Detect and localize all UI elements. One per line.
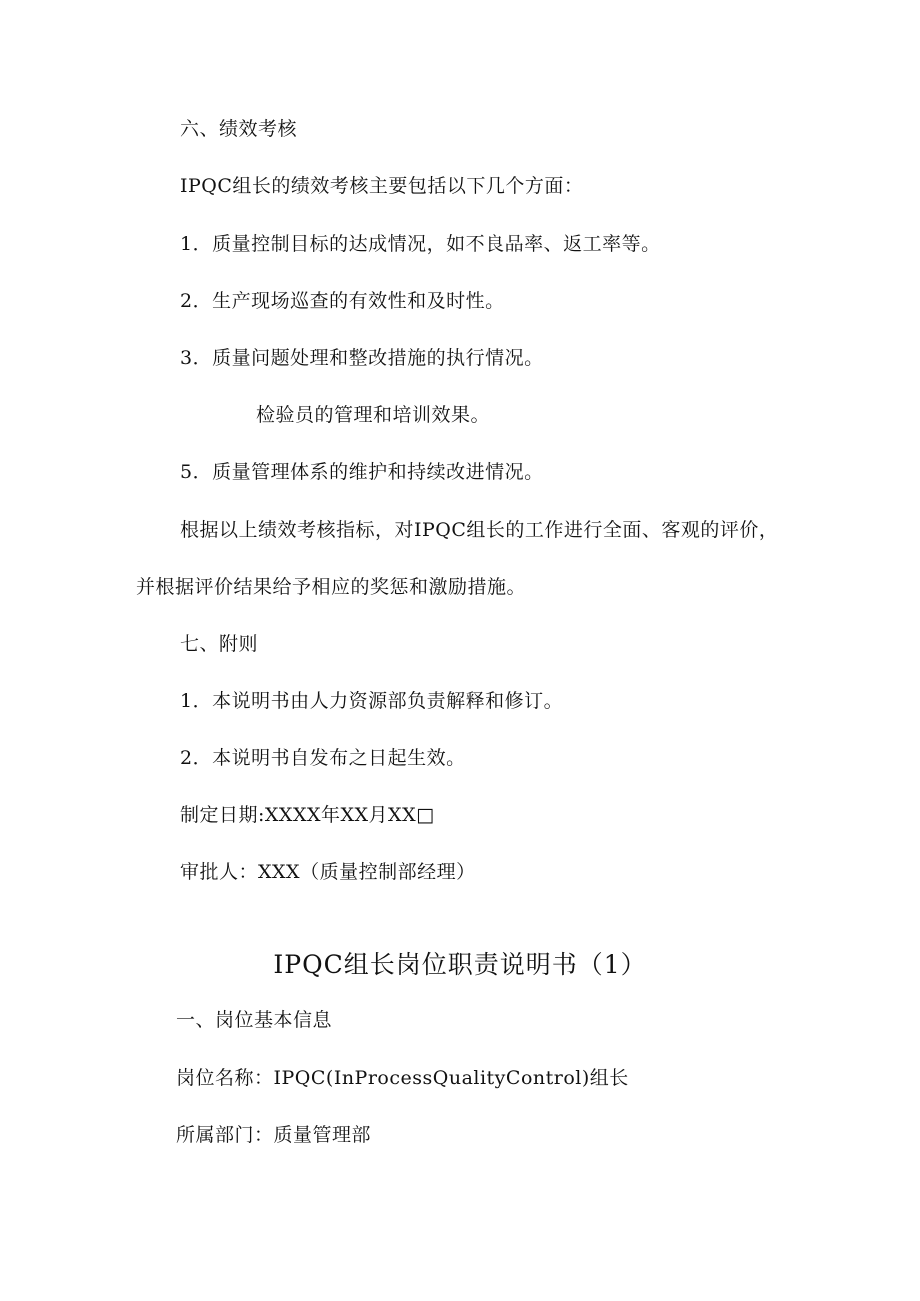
section7-item-2: 2．本说明书自发布之日起生效。 <box>180 747 466 769</box>
section7-heading: 七、附则 <box>180 633 259 655</box>
section6-intro: IPQC组长的绩效考核主要包括以下几个方面： <box>180 175 584 197</box>
doc2-section1-heading: 一、岗位基本信息 <box>176 1009 333 1031</box>
document-title: IPQC组长岗位职责说明书（1） <box>273 950 647 979</box>
section7-approver: 审批人：XXX（质量控制部经理） <box>180 861 476 883</box>
section6-item-5: 5．质量管理体系的维护和持续改进情况。 <box>180 461 544 483</box>
section7-item-1: 1．本说明书由人力资源部负责解释和修订。 <box>180 690 564 712</box>
section6-conclusion-line2: 并根据评价结果给予相应的奖惩和激励措施。 <box>136 576 527 598</box>
section6-item-2: 2．生产现场巡查的有效性和及时性。 <box>180 290 505 312</box>
section6-conclusion-line1: 根据以上绩效考核指标，对IPQC组长的工作进行全面、客观的评价， <box>180 519 779 541</box>
doc2-department: 所属部门：质量管理部 <box>176 1124 372 1146</box>
section6-heading: 六、绩效考核 <box>180 118 298 140</box>
section6-item-3: 3．质量问题处理和整改措施的执行情况。 <box>180 347 544 369</box>
doc2-position-name: 岗位名称：IPQC(InProcessQualityControl)组长 <box>176 1067 629 1089</box>
section6-item-4: 检验员的管理和培训效果。 <box>256 404 491 426</box>
section6-item-1: 1．质量控制目标的达成情况，如不良品率、返工率等。 <box>180 233 661 255</box>
section7-date: 制定日期:XXXX年XX月XX□ <box>180 804 435 826</box>
